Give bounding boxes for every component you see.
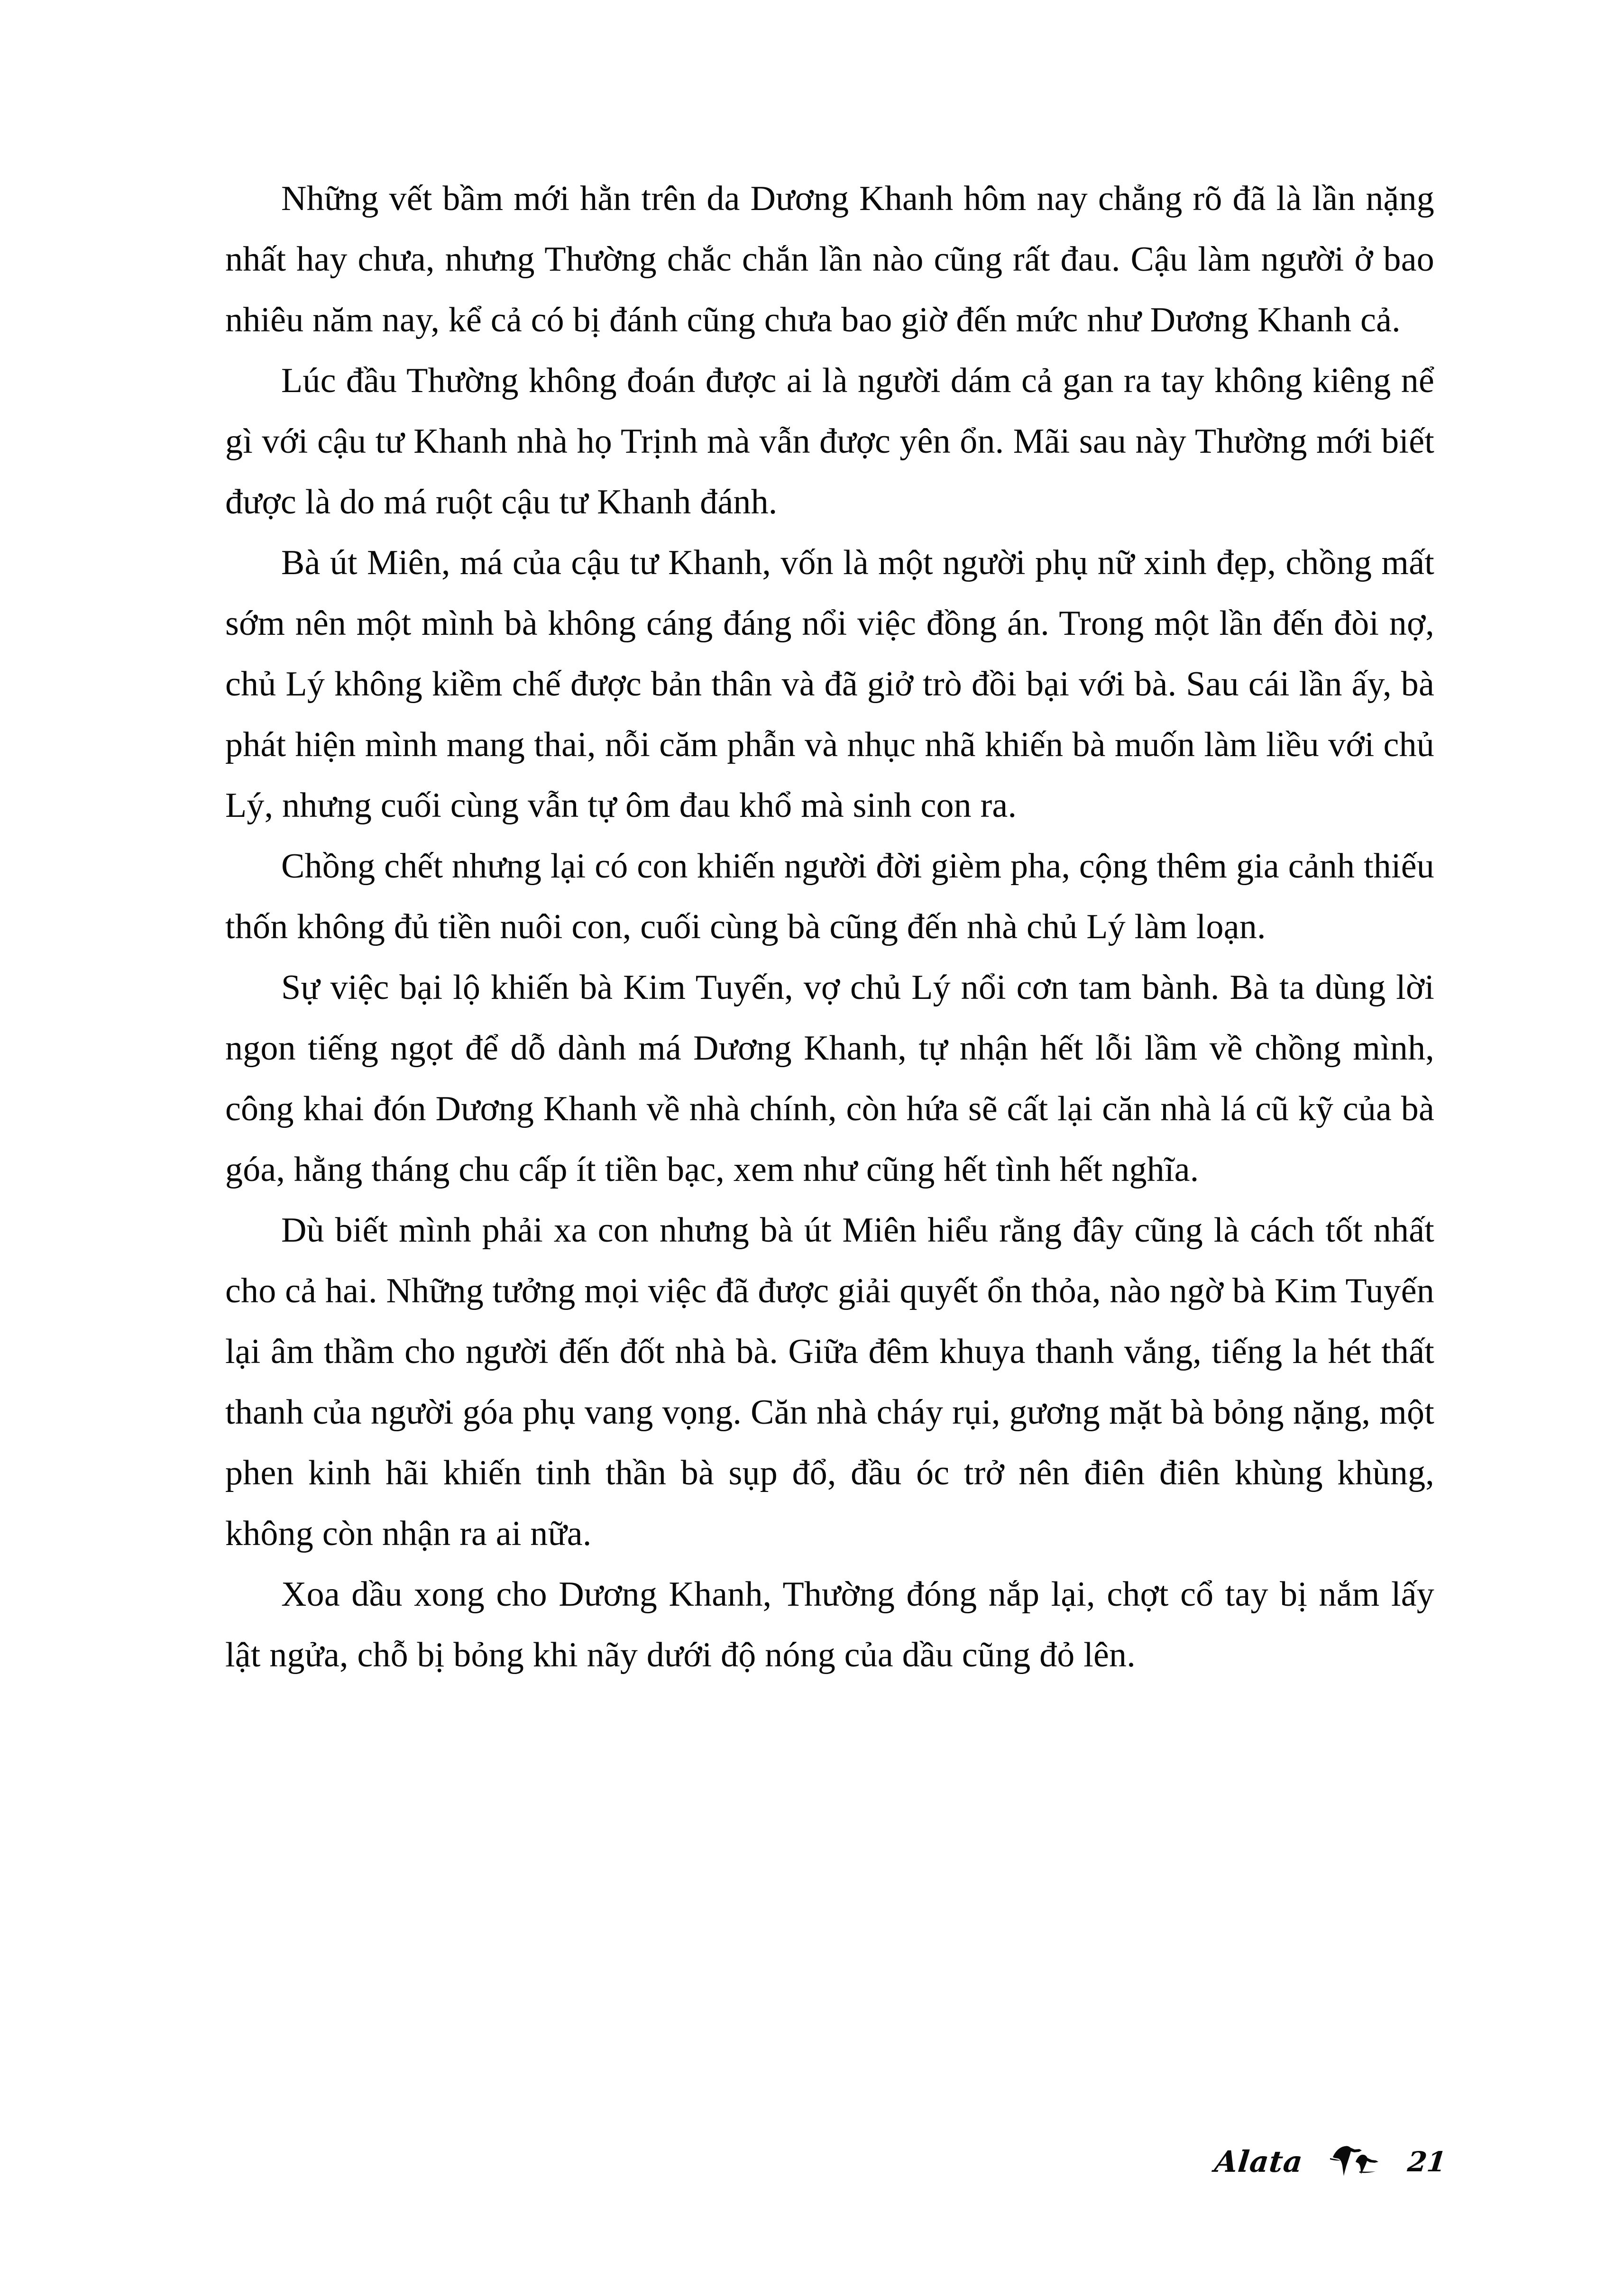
page-number: 21 [1406,2146,1448,2178]
paragraph: Những vết bầm mới hằn trên da Dương Khanh hôm nay chẳng rõ đã là lần nặng nhất hay chưa, nhưng Thường chắc chắn lần nào cũng rất đau. Cậu làm người ở bao nhiêu năm nay, kể cả có bị đánh cũng chưa bao giờ đến mức như Dương Khanh cả. [225,179,1434,339]
paragraph: Bà út Miên, má của cậu tư Khanh, vốn là một người phụ nữ xinh đẹp, chồng mất sớm nên một mình bà không cáng đáng nổi việc đồng án. Trong một lần đến đòi nợ, chủ Lý không kiềm chế được bản thân và đã giở trò đồi bại với bà. Sau cái lần ấy, bà phát hiện mình mang thai, nỗi căm phẫn và nhục nhã khiến bà muốn làm liều với chủ Lý, nhưng cuối cùng vẫn tự ôm đau khổ mà sinh con ra. [225,543,1434,825]
paragraph: Sự việc bại lộ khiến bà Kim Tuyến, vợ chủ Lý nổi cơn tam bành. Bà ta dùng lời ngon tiếng ngọt để dỗ dành má Dương Khanh, tự nhận hết lỗi lầm về chồng mình, công khai đón Dương Khanh về nhà chính, còn hứa sẽ cất lại căn nhà lá cũ kỹ của bà góa, hằng tháng chu cấp ít tiền bạc, xem như cũng hết tình hết nghĩa. [225,968,1434,1189]
flying-birds-icon [1324,2145,1386,2179]
page-footer [0,2131,1624,2193]
paragraph: Lúc đầu Thường không đoán được ai là người dám cả gan ra tay không kiêng nể gì với cậu tư Khanh nhà họ Trịnh mà vẫn được yên ổn. Mãi sau này Thường mới biết được là do má ruột cậu tư Khanh đánh. [225,361,1434,521]
paragraph: Xoa dầu xong cho Dương Khanh, Thường đóng nắp lại, chợt cổ tay bị nắm lấy lật ngửa, chỗ bị bỏng khi nãy dưới độ nóng của dầu cũng đỏ lên. [225,1575,1434,1674]
body-text-column [225,168,1434,1685]
paragraph: Dù biết mình phải xa con nhưng bà út Miên hiểu rằng đây cũng là cách tốt nhất cho cả hai. Những tưởng mọi việc đã được giải quyết ổn thỏa, nào ngờ bà Kim Tuyến lại âm thầm cho người đến đốt nhà bà. Giữa đêm khuya thanh vắng, tiếng la hét thất thanh của người góa phụ vang vọng. Căn nhà cháy rụi, gương mặt bà bỏng nặng, một phen kinh hãi khiến tinh thần bà sụp đổ, đầu óc trở nên điên điên khùng khùng, không còn nhận ra ai nữa. [225,1211,1434,1553]
footer-brand-name: Alata [1212,2144,1305,2179]
paragraph: Chồng chết nhưng lại có con khiến người đời gièm pha, cộng thêm gia cảnh thiếu thốn không đủ tiền nuôi con, cuối cùng bà cũng đến nhà chủ Lý làm loạn. [225,847,1434,946]
